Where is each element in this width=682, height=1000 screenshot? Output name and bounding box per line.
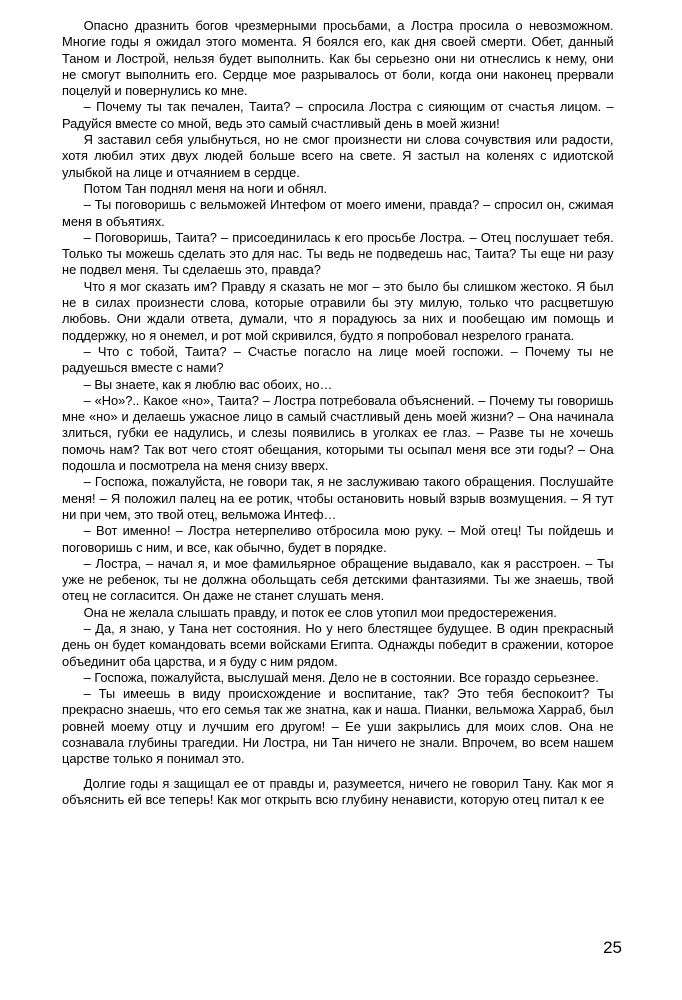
body-paragraph: Долгие годы я защищал ее от правды и, разумеется, ничего не говорил Тану. Как мог я объяснить ей все теперь! Как мог открыть всю глубину ненависти, которую отец питал к ее — [62, 775, 614, 807]
body-paragraph: – Почему ты так печален, Таита? – спросила Лостра с сияющим от счастья лицом. – Радуйся вместе со мной, ведь это самый счастливый день в моей жизни! — [62, 99, 614, 131]
body-paragraph: Что я мог сказать им? Правду я сказать не мог – это было бы слишком жестоко. Я был не в силах произнести слова, которые отравили бы эту милую, только что расцветшую любовь. Они ждали ответа, думали, что я порадуюсь за них и пообещаю им помощь и поддержку, но я онемел, и рот мой скривился, будто я попробовал незрелого граната. — [62, 278, 614, 343]
body-paragraph: – Ты имеешь в виду происхождение и воспитание, так? Это тебя беспокоит? Ты прекрасно знаешь, что его семья так же знатна, как и наша. Пианки, вельможа Харраб, был ровней моему отцу и лучшим его другом! – Ее уши закрылись для моих слов. Она не сознавала глубины трагедии. Ни Лостра, ни Тан ничего не знали. Впрочем, во всем нашем царстве только я понимал это. — [62, 686, 614, 767]
body-paragraph: – Госпожа, пожалуйста, не говори так, я не заслуживаю такого обращения. Послушайте меня! – Я положил палец на ее ротик, чтобы остановить новый взрыв возмущения. – Я тут ни при чем, это твой отец, вельможа Интеф… — [62, 474, 614, 522]
body-paragraph: – «Но»?.. Какое «но», Таита? – Лостра потребовала объяснений. – Почему ты говоришь мне «но» и делаешь ужасное лицо в самый счастливый день моей жизни? – Она начинала злиться, губки ее надулись, и слезы появились в уголках ее глаз. – Разве ты не хочешь помочь нам? Так вот чего стоят обещания, которыми ты осыпал меня все эти годы? – Она подошла и посмотрела на меня снизу вверх. — [62, 392, 614, 474]
body-paragraph: Опасно дразнить богов чрезмерными просьбами, а Лостра просила о невозможном. Многие годы я ожидал этого момента. Я боялся его, как дня своей смерти. Обет, данный Таном и Лострой, нельзя будет выполнить. Как бы серьезно они ни отнеслись к нему, они не смогут выполнить его. Сердце мое разрывалось от боли, когда они наконец прервали поцелуй и повернулись ко мне. — [62, 18, 614, 99]
body-paragraph: – Что с тобой, Таита? – Счастье погасло на лице моей госпожи. – Почему ты не радуешься вместе с нами? — [62, 343, 614, 376]
body-paragraph: – Да, я знаю, у Тана нет состояния. Но у него блестящее будущее. В один прекрасный день он будет командовать всеми войсками Египта. Однажды победит в сражении, которое объединит оба царства, и я буду с ним рядом. — [62, 620, 614, 669]
body-text-column — [62, 18, 622, 808]
body-paragraph: – Вы знаете, как я люблю вас обоих, но… — [83, 376, 333, 392]
body-paragraph: Потом Тан поднял меня на ноги и обнял. — [83, 180, 328, 196]
body-paragraph: – Вот именно! – Лостра нетерпеливо отбросила мою руку. – Мой отец! Ты пойдешь и поговоришь с ним, и все, как обычно, будет в порядке. — [62, 523, 614, 555]
body-paragraph: – Поговоришь, Таита? – присоединилась к его просьбе Лостра. – Отец послушает тебя. Только ты можешь сделать это для нас. Ты ведь не подведешь нас, Таита? Ты еще ни разу не подвел меня. Ты сделаешь это, правда? — [62, 229, 614, 278]
body-paragraph: – Лостра, – начал я, и мое фамильярное обращение выдавало, как я расстроен. – Ты уже не ребенок, ты не должна обольщать себя детскими фантазиями. Ты же знаешь, твой отец не согласится. Он даже не станет слушать меня. — [62, 555, 614, 604]
body-paragraph: Я заставил себя улыбнуться, но не смог произнести ни слова сочувствия или радости, хотя любил этих двух людей больше всего на свете. Я застыл на коленях с идиотской улыбкой на лице и отчаянием в сердце. — [62, 132, 614, 180]
body-paragraph: Она не желала слышать правду, и поток ее слов утопил мои предостережения. — [83, 604, 557, 620]
body-paragraph: – Ты поговоришь с вельможей Интефом от моего имени, правда? – спросил он, сжимая меня в объятиях. — [62, 197, 614, 229]
page-number: 25 — [603, 938, 622, 957]
body-paragraph: – Госпожа, пожалуйста, выслушай меня. Дело не в состоянии. Все гораздо серьезнее. — [83, 669, 599, 685]
